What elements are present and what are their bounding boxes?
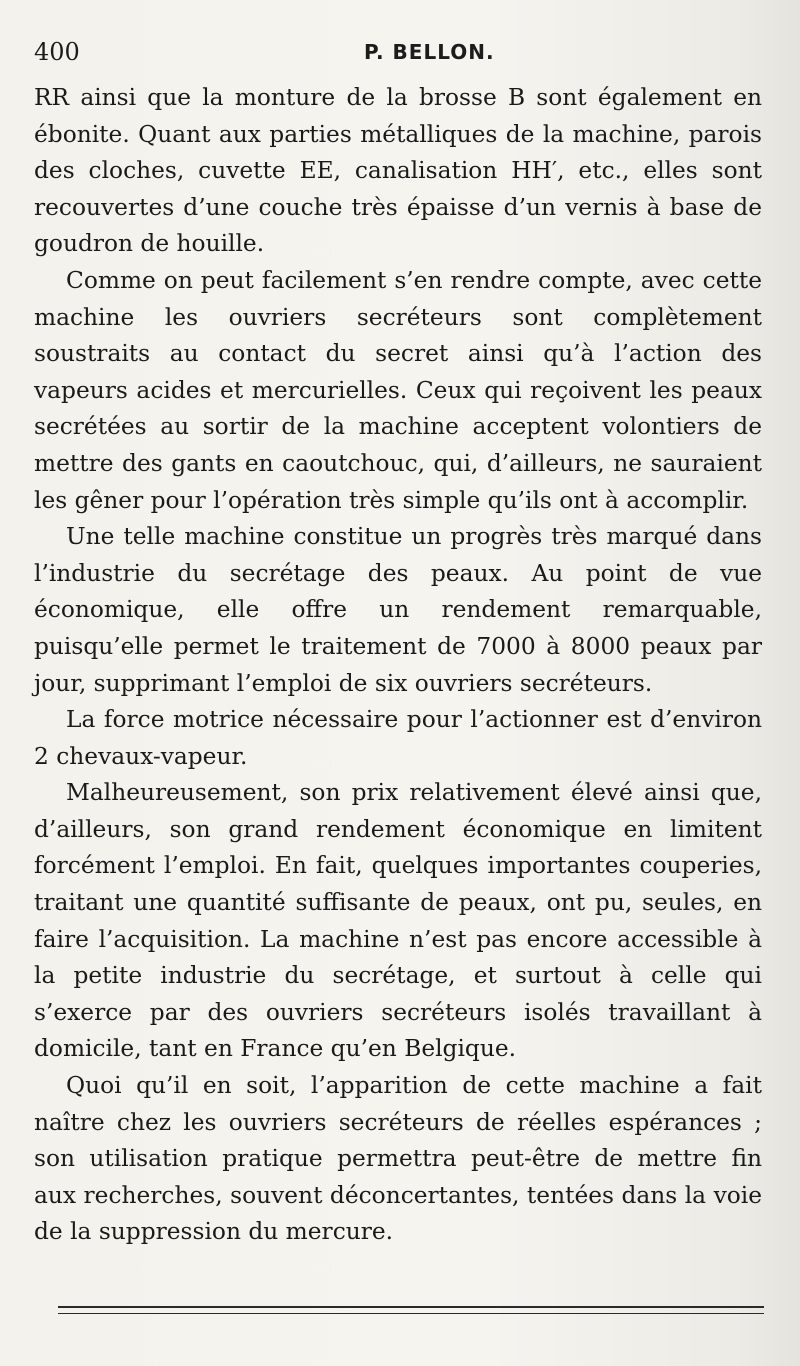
- paragraph: Malheureusement, son prix relativement élevé ainsi que, d’ailleurs, son grand rendement économique en limitent forcément l’emploi. En fait, quelques importantes couperies, traitant une quantité suffisante de peaux, ont pu, seules, en faire l’acquisition. La machine n’est pas encore accessible à la petite industrie du secrétage, et surtout à celle qui s’exerce par des ouvriers secréteurs isolés travaillant à domicile, tant en France qu’en Belgique.: [34, 779, 762, 1063]
- paragraph: La force motrice nécessaire pour l’actionner est d’environ 2 chevaux-vapeur.: [34, 706, 762, 770]
- page-header: [34, 38, 764, 68]
- body-text: [34, 80, 762, 1251]
- footer-rule-thin: [58, 1313, 764, 1314]
- paragraph: Une telle machine constitue un progrès très marqué dans l’industrie du secrétage des peaux. Au point de vue économique, elle offre un rendement remarquable, puisqu’elle permet le traitement de 7000 à 8000 peaux par jour, supprimant l’emploi de six ouvriers secréteurs.: [34, 523, 762, 697]
- paragraph: Comme on peut facilement s’en rendre compte, avec cette machine les ouvriers secréteurs sont complètement soustraits au contact du secret ainsi qu’à l’action des vapeurs acides et mercurielles. Ceux qui reçoivent les peaux secrétées au sortir de la machine acceptent volontiers de mettre des gants en caoutchouc, qui, d’ailleurs, ne sauraient les gêner pour l’opération très simple qu’ils ont à accomplir.: [34, 266, 762, 514]
- footer-rules: [58, 1306, 764, 1314]
- page-number: 400: [34, 38, 80, 66]
- footer-rule-thick: [58, 1306, 764, 1308]
- paragraph: Quoi qu’il en soit, l’apparition de cette machine a fait naître chez les ouvriers secréteurs de réelles espérances ; son utilisation pratique permettra peut-être de mettre fin aux recherches, souvent déconcertantes, tentées dans la voie de la suppression du mercure.: [34, 1072, 762, 1246]
- running-head: P. BELLON.: [364, 40, 495, 64]
- paragraph-continued: RR ainsi que la monture de la brosse B sont également en ébonite. Quant aux parties métalliques de la machine, parois des cloches, cuvette EE, canalisation HH′, etc., elles sont recouvertes d’une couche très épaisse d’un vernis à base de goudron de houille.: [34, 84, 762, 258]
